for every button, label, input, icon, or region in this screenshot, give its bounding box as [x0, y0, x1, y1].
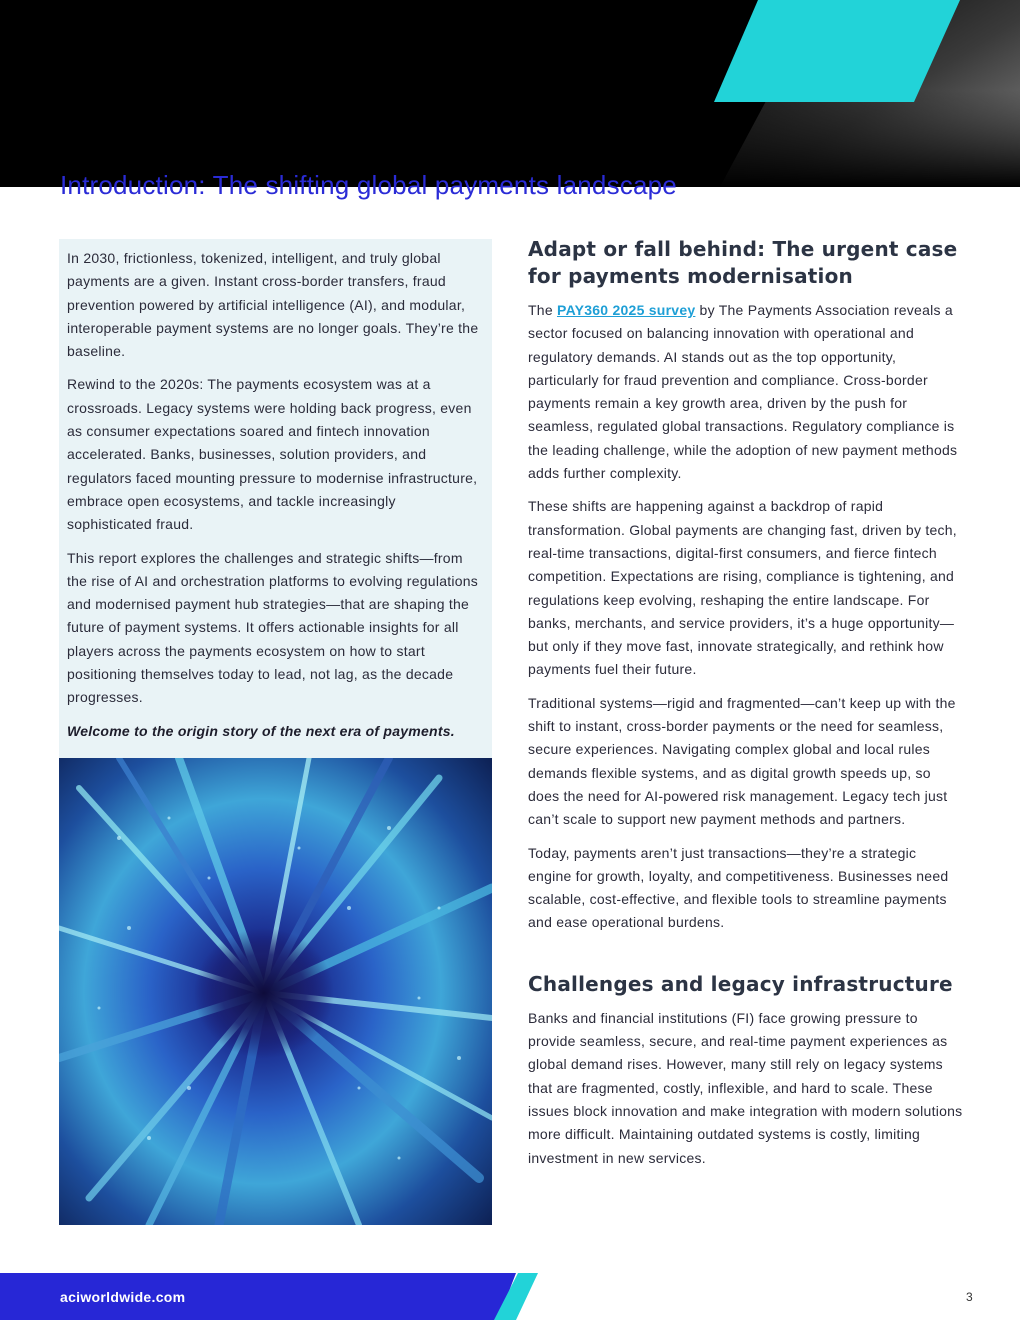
- body-paragraph: Today, payments aren’t just transactions—they’re a strategic engine for growth, loyalty, and competitiveness. Businesses need scalable, cost-effective, and flexible tools to streamline payments and ease operational burdens.: [528, 844, 949, 931]
- intro-paragraph: This report explores the challenges and strategic shifts—from the rise of AI and orchestration platforms to evolving regulations and modernised payment hub strategies—that are shaping the future of payment systems. It offers actionable insights for all players across the payments ecosystem on how to start positioning themselves today to lead, not lag, as the decade progresses.: [67, 549, 479, 706]
- section-heading: Challenges and legacy infrastructure: [528, 971, 953, 996]
- header-band: [0, 0, 1020, 187]
- section-heading: Adapt or fall behind: The urgent case for payments modernisation: [528, 237, 958, 288]
- abstract-burst-image: [59, 758, 492, 1225]
- welcome-statement: Welcome to the origin story of the next era of payments.: [67, 722, 455, 739]
- website-link[interactable]: aciworldwide.com: [60, 1289, 186, 1305]
- intro-panel: [59, 239, 492, 758]
- body-paragraph: Banks and financial institutions (FI) face growing pressure to provide seamless, secure, and real-time payment experiences as global demand rises. However, many still rely on legacy systems that are fragmented, costly, inflexible, and hard to scale. These issues block innovation and make integration with modern solutions more difficult. Maintaining outdated systems is costly, limiting investment in new services.: [528, 1009, 963, 1166]
- paragraph-text: The: [528, 302, 558, 318]
- hero-image: [59, 758, 492, 1225]
- page-title: Introduction: The shifting global payments landscape: [60, 170, 677, 200]
- body-paragraph: [528, 299, 963, 485]
- main-content: [528, 236, 963, 1180]
- page-number: 3: [966, 1290, 973, 1304]
- body-paragraph: These shifts are happening against a backdrop of rapid transformation. Global payments are changing fast, driven by tech, real-time transactions, digital-first consumers, and fierce fintech competition. Expectations are rising, compliance is tightening, and regulations keep evolving, reshaping the entire landscape. For banks, merchants, and service providers, it’s a huge opportunity—but only if they move fast, innovate strategically, and rethink how payments fuel their future.: [528, 498, 957, 678]
- body-paragraph: Traditional systems—rigid and fragmented—can’t keep up with the shift to instant, cross-border payments or the need for seamless, secure experiences. Navigating complex global and local rules demands flexible systems, and as digital growth speeds up, so does the need for AI-powered risk management. Legacy tech just can’t scale to support new payment methods and partners.: [528, 694, 956, 828]
- intro-paragraph: Rewind to the 2020s: The payments ecosystem was at a crossroads. Legacy systems were holding back progress, even as consumer expectations soared and fintech innovation accelerated. Banks, businesses, solution providers, and regulators faced mounting pressure to modernise infrastructure, embrace open ecosystems, and tackle increasingly sophisticated fraud.: [67, 376, 478, 533]
- pay360-survey-link[interactable]: PAY360 2025 survey: [557, 302, 696, 318]
- intro-paragraph: In 2030, frictionless, tokenized, intelligent, and truly global payments are a given. Instant cross-border transfers, fraud prevention powered by artificial intelligence (AI), and modular, interoperable payment systems are no longer goals. They’re the baseline.: [67, 250, 479, 360]
- paragraph-text: by The Payments Association reveals a sector focused on balancing innovation with operational and regulatory demands. AI stands out as the top opportunity, particularly for fraud prevention and compliance. Cross-border payments remain a key growth area, driven by the push for seamless, regulated global transactions. Regulatory compliance is the leading challenge, while the adoption of new payment methods adds further complexity.: [528, 302, 958, 482]
- header-graphic: [0, 0, 1020, 187]
